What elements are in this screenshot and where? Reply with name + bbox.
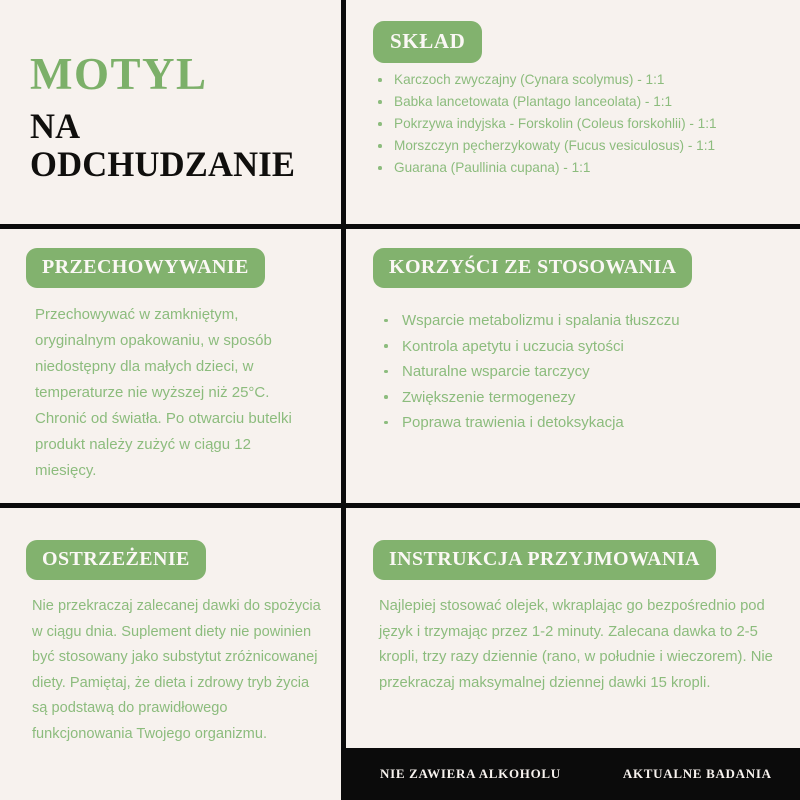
storage-badge: PRZECHOWYWANIE: [26, 248, 265, 288]
warning-panel: [0, 508, 341, 800]
list-item: [376, 113, 786, 135]
bullet-dot-icon: [384, 319, 388, 323]
list-item: [376, 69, 786, 91]
list-item: [380, 410, 790, 436]
bullet-dot-icon: [378, 78, 382, 82]
warning-text: Nie przekraczaj zalecanej dawki do spożycia w ciągu dnia. Suplement diety nie powinien być stosowany jako substytut zróżnicowanej diety. Pamiętaj, że dieta i zdrowy tryb życia są podstawą do prawidłowego funkcjonowania Twojego organizmu.: [32, 598, 321, 742]
list-item-label: Wsparcie metabolizmu i spalania tłuszczu: [402, 312, 680, 329]
list-item-label: Guarana (Paullinia cupana) - 1:1: [394, 160, 591, 175]
list-item-label: Pokrzywa indyjska - Forskolin (Coleus forskohlii) - 1:1: [394, 116, 717, 131]
list-item-label: Karczoch zwyczajny (Cynara scolymus) - 1:1: [394, 72, 665, 87]
instructions-text: Najlepiej stosować olejek, wkraplając go bezpośrednio pod język i trzymając przez 1-2 minuty. Zalecana dawka to 2-5 kropli, trzy razy dziennie (rano, w południe i wieczorem). Nie przekraczaj maksymalnej dziennej dawki 15 kropli.: [379, 598, 773, 691]
instructions-badge: INSTRUKCJA PRZYJMOWANIA: [373, 540, 716, 580]
list-item: [380, 308, 790, 334]
storage-panel: [0, 229, 341, 503]
bullet-dot-icon: [384, 344, 388, 348]
ingredients-badge: SKŁAD: [373, 21, 482, 63]
list-item-label: Zwiększenie termogenezy: [402, 388, 576, 406]
footer-claim-no-alcohol: NIE ZAWIERA ALKOHOLU: [380, 766, 561, 781]
brand-name: MOTYL: [30, 49, 208, 99]
page-subtitle: NA ODCHUDZANIE: [30, 106, 296, 184]
bullet-dot-icon: [378, 144, 382, 148]
list-item: [376, 157, 786, 179]
list-item-label: Naturalne wsparcie tarczycy: [402, 363, 590, 380]
ingredients-panel: [346, 0, 800, 224]
bullet-dot-icon: [384, 421, 388, 425]
footer-claim-current-studies: AKTUALNE BADANIA: [622, 766, 772, 781]
benefits-list: [380, 308, 790, 436]
list-item-label: Morszczyn pęcherzykowaty (Fucus vesiculosus) - 1:1: [394, 138, 716, 153]
bullet-dot-icon: [378, 122, 382, 126]
storage-text: Przechowywać w zamkniętym, oryginalnym opakowaniu, w sposób niedostępny dla małych dzieci, w temperaturze nie wyższej niż 25°C. Chronić od światła. Po otwarciu butelki produkt należy zużyć w ciągu 12 miesięcy.: [35, 306, 292, 479]
list-item-label: Kontrola apetytu i uczucia sytości: [402, 337, 624, 355]
list-item-label: Babka lancetowata (Plantago lanceolata) - 1:1: [394, 94, 673, 109]
bullet-dot-icon: [378, 166, 382, 170]
bullet-dot-icon: [384, 395, 388, 399]
list-item: [376, 91, 786, 113]
list-item-label: Poprawa trawienia i detoksykacja: [402, 414, 624, 431]
list-item: [380, 385, 790, 411]
instructions-panel: [346, 508, 800, 748]
bullet-dot-icon: [378, 100, 382, 104]
benefits-panel: [346, 229, 800, 503]
warning-badge: OSTRZEŻENIE: [26, 540, 206, 580]
list-item: [380, 334, 790, 360]
benefits-badge: KORZYŚCI ZE STOSOWANIA: [373, 248, 692, 288]
list-item: [380, 359, 790, 385]
title-block: [30, 49, 341, 184]
list-item: [376, 135, 786, 157]
title-panel: [0, 0, 341, 224]
bullet-dot-icon: [384, 370, 388, 374]
ingredients-list: [376, 69, 786, 179]
footer-bar: [346, 748, 800, 800]
